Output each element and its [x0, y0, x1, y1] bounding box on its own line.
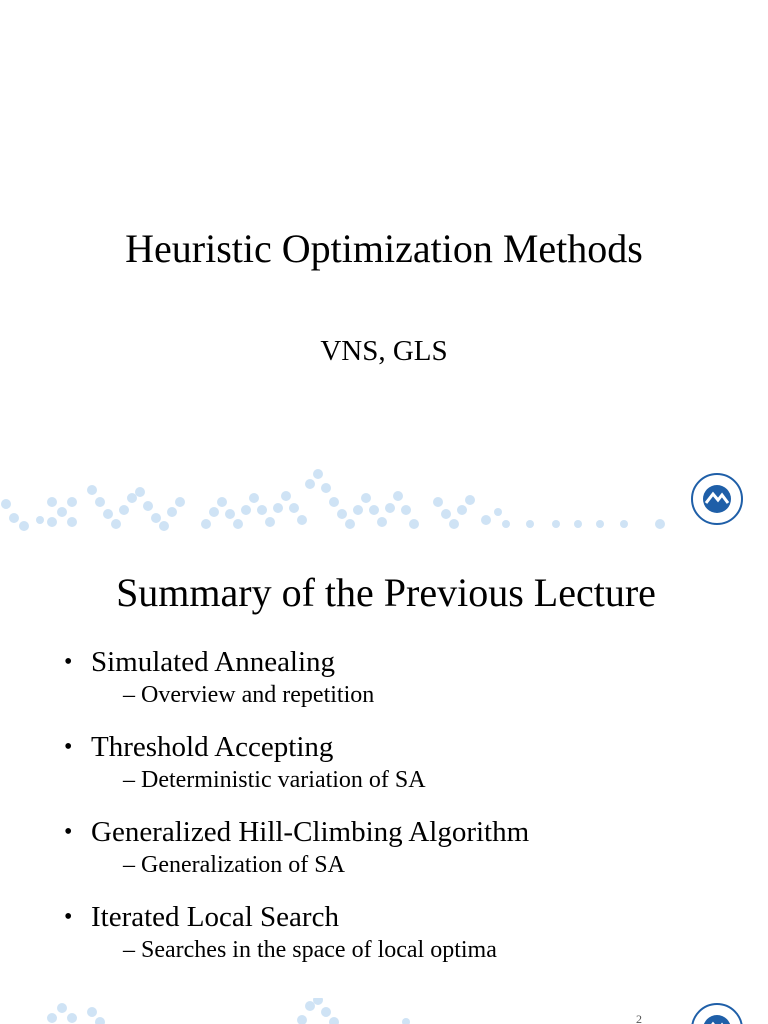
bullet-list: [64, 644, 744, 984]
bullet-label: Generalized Hill-Climbing Algorithm: [91, 816, 530, 848]
bullet-label: Simulated Annealing: [91, 646, 336, 678]
sub-bullet: – Searches in the space of local optima: [123, 937, 497, 963]
college-logo: [690, 1002, 744, 1024]
bullet-label: Threshold Accepting: [91, 731, 334, 763]
college-logo: [690, 472, 744, 526]
sub-bullet: – Generalization of SA: [123, 852, 345, 878]
summary-slide: [0, 532, 768, 1024]
bullet-dot: •: [64, 904, 73, 930]
bullet-label: Iterated Local Search: [91, 901, 339, 933]
sub-bullet: – Deterministic variation of SA: [123, 767, 426, 793]
slide-subtitle: VNS, GLS: [320, 335, 448, 367]
bullet-item: [64, 729, 744, 796]
bullet-dot: •: [64, 649, 73, 675]
sub-bullet: – Overview and repetition: [123, 682, 375, 708]
bullet-item: [64, 899, 744, 966]
bullet-item: [64, 644, 744, 711]
slide-title: Heuristic Optimization Methods: [125, 226, 643, 271]
dots-decoration: [0, 462, 680, 532]
bullet-dot: •: [64, 819, 73, 845]
page-number: 2: [636, 1012, 642, 1024]
bullet-item: [64, 814, 744, 881]
slide-title: Summary of the Previous Lecture: [116, 570, 656, 615]
dots-decoration: [0, 998, 420, 1024]
bullet-dot: •: [64, 734, 73, 760]
